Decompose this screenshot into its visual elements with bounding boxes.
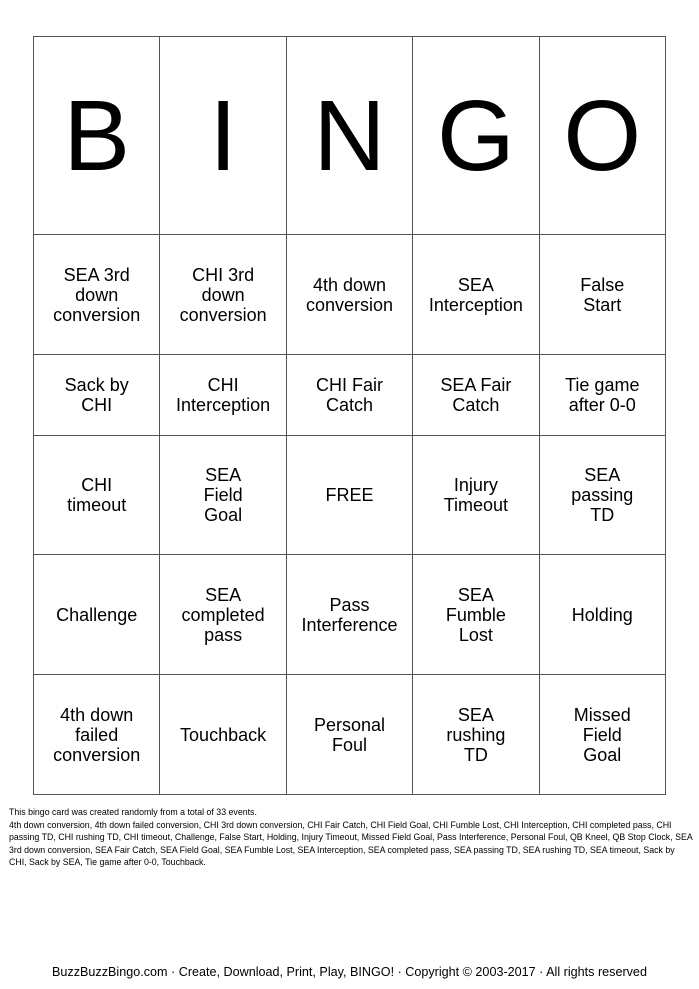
site-link[interactable]: BuzzBuzzBingo.com	[52, 965, 168, 979]
cell-text: CHI timeout	[67, 475, 127, 515]
bingo-cell	[286, 355, 412, 436]
bingo-row-4	[34, 555, 666, 675]
bingo-cell	[286, 675, 412, 795]
cell-text: Personal Foul	[313, 714, 385, 755]
bingo-cell	[34, 555, 160, 675]
footer-tagline: · Create, Download, Print, Play, BINGO! · Copyright © 2003-2017 · All rights reserved	[167, 965, 647, 979]
bingo-cell	[34, 435, 160, 555]
free-space-cell	[286, 435, 412, 555]
free-space-text: FREE	[325, 485, 374, 505]
header-letter-b: B	[34, 37, 160, 235]
header-letter-o: O	[539, 37, 665, 235]
page-footer	[0, 964, 699, 980]
cell-text: Tie game after 0-0	[565, 374, 640, 415]
cell-text: SEA Fumble Lost	[445, 584, 506, 645]
bingo-cell	[413, 355, 539, 436]
bingo-cell	[160, 435, 286, 555]
bingo-cell	[34, 355, 160, 436]
bingo-cell	[539, 235, 665, 355]
bingo-cell	[34, 675, 160, 795]
bingo-row-5	[34, 675, 666, 795]
bingo-cell	[34, 235, 160, 355]
bingo-cell	[286, 555, 412, 675]
bingo-cell	[286, 235, 412, 355]
cell-text: SEA 3rd down conversion	[53, 264, 141, 325]
bingo-cell	[413, 675, 539, 795]
bingo-cell	[413, 435, 539, 555]
cell-text: SEA passing TD	[571, 465, 634, 525]
cell-text: Challenge	[56, 604, 138, 625]
bingo-cell	[539, 355, 665, 436]
cell-text: Sack by CHI	[64, 374, 129, 415]
event-list-text: 4th down conversion, 4th down failed conversion, CHI 3rd down conversion, CHI Fair Catch, CHI Field Goal, CHI Fumble Lost, CHI Interception, CHI completed pass, CHI passing TD, CHI rushing TD, CHI timeout, Challenge, False Start, Holding, Injury Timeout, Missed Field Goal, Pass Interference, Personal Foul, QB Kneel, QB Stop Clock, SEA 3rd down conversion, SEA Fair Catch, SEA Field Goal, SEA Fumble Lost, SEA Interception, SEA completed pass, SEA passing TD, SEA rushing TD, SEA timeout, Sack by CHI, Sack by SEA, Tie game after 0-0, Touchback.	[9, 819, 693, 867]
bingo-cell	[413, 235, 539, 355]
cell-text: Missed Field Goal	[573, 704, 631, 765]
cell-text: SEA completed pass	[181, 584, 265, 645]
cell-text: SEA Interception	[428, 274, 523, 315]
bingo-cell	[160, 235, 286, 355]
card-info	[9, 806, 693, 869]
cell-text: Pass Interference	[301, 594, 398, 635]
cell-text: 4th down conversion	[305, 274, 393, 315]
header-letter-i: I	[160, 37, 286, 235]
cell-text: CHI Interception	[176, 374, 271, 415]
cell-text: False Start	[580, 274, 625, 315]
card-summary-text: This bingo card was created randomly from a total of 33 events.	[9, 807, 257, 817]
bingo-cell	[160, 355, 286, 436]
bingo-card	[33, 36, 666, 795]
bingo-row-3	[34, 435, 666, 555]
cell-text: SEA Field Goal	[203, 465, 243, 525]
cell-text: CHI 3rd down conversion	[179, 264, 267, 325]
bingo-header-row	[34, 37, 666, 235]
cell-text: CHI Fair Catch	[315, 374, 383, 415]
cell-text: SEA rushing TD	[446, 704, 506, 765]
header-letter-n: N	[286, 37, 412, 235]
bingo-cell	[539, 555, 665, 675]
cell-text: Touchback	[180, 724, 267, 745]
bingo-cell	[160, 555, 286, 675]
cell-text: Injury Timeout	[443, 475, 509, 515]
bingo-cell	[539, 675, 665, 795]
bingo-cell	[413, 555, 539, 675]
bingo-cell	[539, 435, 665, 555]
header-letter-g: G	[413, 37, 539, 235]
cell-text: 4th down failed conversion	[53, 704, 141, 765]
cell-text: SEA Fair Catch	[440, 374, 512, 415]
bingo-row-1	[34, 235, 666, 355]
cell-text: Holding	[571, 604, 633, 625]
bingo-cell	[160, 675, 286, 795]
bingo-row-2	[34, 355, 666, 436]
